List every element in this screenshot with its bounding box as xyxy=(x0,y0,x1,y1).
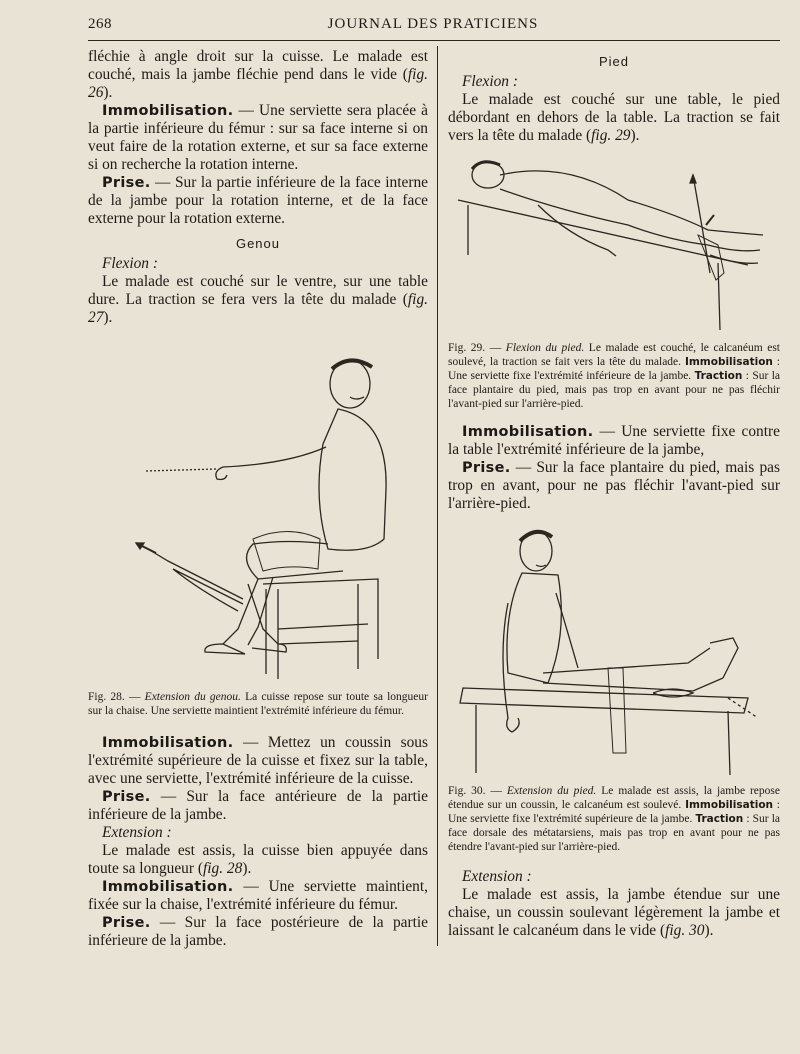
caption-fig-30: Fig. 30. — Extension du pied. Le malade est assis, la jambe repose étendue sur un coussin, le calcanéum est soulevé. Immobilisation : Une serviette fixe l'extrémité supérieure de la jambe. Traction : Sur la face dorsale des métatarsiens, mais pas trop en avant pour ne pas étendre l'avant-pied sur l'arrière-pied. xyxy=(448,785,780,853)
paragraph-immobilisation-3: Immobilisation. — Une serviette maintient, fixée sur la chaise, l'extrémité inférieure du fémur. xyxy=(88,878,428,913)
figure-30-illustration xyxy=(448,523,780,778)
caption-fig-29: Fig. 29. — Flexion du pied. Le malade est couché, le calcanéum est soulevé, la traction se fait vers la tête du malade. Immobilisation : Une serviette fixe l'extrémité inférieure de la jambe. Traction : Sur la face plantaire du pied, mais pas trop en avant pour ne pas fléchir l'avant-pied sur l'arrière-pied. xyxy=(448,342,780,410)
paragraph-extension-pied: Le malade est assis, la jambe étendue sur une chaise, un coussin soulevant légèrement la jambe et laissant le calcanéum dans le vide (fig. 30). xyxy=(448,886,780,939)
right-column xyxy=(448,48,780,940)
paragraph-intro: fléchie à angle droit sur la cuisse. Le malade est couché, mais la jambe fléchie pend dans le vide (fig. 26). xyxy=(88,48,428,101)
page-number: 268 xyxy=(88,16,112,32)
paragraph-flexion-pied: Le malade est couché sur une table, le pied débordant en dehors de la table. La traction se fait vers la tête du malade (fig. 29). xyxy=(448,91,780,144)
section-heading-pied: Pied xyxy=(598,54,630,69)
paragraph-prise-pied: Prise. — Sur la face plantaire du pied, mais pas trop en avant, pour ne pas fléchir l'avant-pied sur l'arrière-pied. xyxy=(448,459,780,512)
paragraph-extension: Le malade est assis, la cuisse bien appuyée dans toute sa longueur (fig. 28). xyxy=(88,842,428,877)
extension-label-pied: Extension : xyxy=(462,868,532,885)
paragraph-prise-2: Prise. — Sur la face antérieure de la partie inférieure de la jambe. xyxy=(88,788,428,823)
paragraph-flexion: Le malade est couché sur le ventre, sur une table dure. La traction se fera vers la tête du malade (fig. 27). xyxy=(88,273,428,326)
paragraph-immobilisation: Immobilisation. — Une serviette sera placée à la partie inférieure du fémur : sur sa face interne si on veut faire de la rotation externe, et sur sa face externe si on recherche la rotation interne. xyxy=(88,102,428,173)
caption-fig-28: Fig. 28. — Extension du genou. La cuisse repose sur toute sa longueur sur la chaise. Une serviette maintient l'extrémité inférieure du fémur. xyxy=(88,691,428,717)
seated-knee-extension-drawing xyxy=(88,339,428,684)
page-header xyxy=(88,12,778,34)
figure-29-illustration xyxy=(448,155,780,335)
extension-label: Extension : xyxy=(102,824,172,841)
section-heading-genou: Genou xyxy=(235,236,281,251)
header-rule xyxy=(88,40,780,41)
paragraph-prise-3: Prise. — Sur la face postérieure de la partie inférieure de la jambe. xyxy=(88,914,428,949)
figure-28-illustration xyxy=(88,339,428,684)
lying-foot-flexion-drawing xyxy=(448,155,780,335)
flexion-label-pied: Flexion : xyxy=(462,73,518,90)
torso-shape xyxy=(319,409,386,550)
paragraph-prise: Prise. — Sur la partie inférieure de la face interne de la jambe pour la rotation interne, et de la face externe pour la rotation externe. xyxy=(88,174,428,227)
paragraph-immobilisation-pied: Immobilisation. — Une serviette fixe contre la table l'extrémité inférieure de la jambe, xyxy=(448,423,780,458)
left-column xyxy=(88,48,428,950)
flexion-label: Flexion : xyxy=(102,255,158,272)
journal-title: JOURNAL DES PRATICIENS xyxy=(327,16,539,32)
seated-foot-extension-drawing xyxy=(448,523,780,778)
paragraph-immobilisation-2: Immobilisation. — Mettez un coussin sous l'extrémité supérieure de la cuisse et fixez sur la table, avec une serviette, l'extrémité inférieure de la cuisse. xyxy=(88,734,428,787)
column-divider xyxy=(437,46,438,946)
